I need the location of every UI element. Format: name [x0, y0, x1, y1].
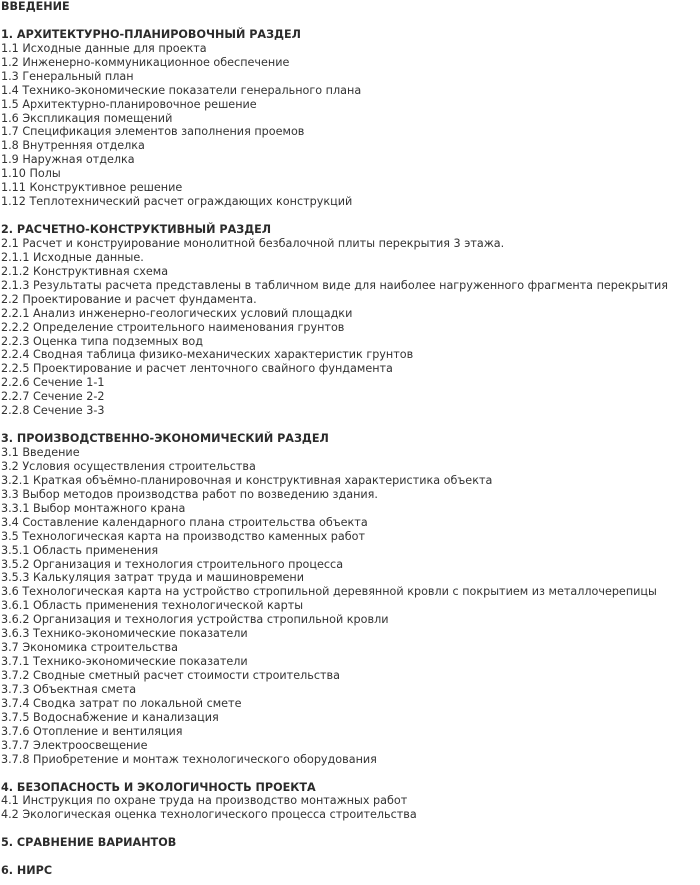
toc-item: 3.6 Технологическая карта на устройство стропильной деревянной кровли с покрытием из металлочерепицы [1, 585, 657, 599]
toc-item: 1.5 Архитектурно-планировочное решение [1, 97, 257, 111]
section-spacer [1, 418, 700, 432]
toc-section-heading: 3. ПРОИЗВОДСТВЕННО-ЭКОНОМИЧЕСКИЙ РАЗДЕЛ [1, 432, 329, 446]
toc-item: 3.2.1 Краткая объёмно-планировочная и конструктивная характеристика объекта [1, 473, 493, 487]
section-spacer [1, 209, 700, 223]
toc-item: 3.3 Выбор методов производства работ по возведению здания. [1, 487, 378, 501]
toc-item: 4.2 Экологическая оценка технологического процесса строительства [1, 808, 417, 822]
toc-item: 2.2.2 Определение строительного наименования грунтов [1, 320, 345, 334]
toc-item: 3.2 Условия осуществления строительства [1, 459, 256, 473]
section-spacer [1, 822, 700, 836]
toc-item: 1.11 Конструктивное решение [1, 181, 183, 195]
toc-section-heading: 1. АРХИТЕКТУРНО-ПЛАНИРОВОЧНЫЙ РАЗДЕЛ [1, 27, 301, 41]
toc-item: 1.4 Технико-экономические показатели генерального плана [1, 83, 362, 97]
toc-item: 2.2.3 Оценка типа подземных вод [1, 334, 203, 348]
toc-item: 3.1 Введение [1, 446, 80, 459]
toc-item: 3.7.3 Объектная смета [1, 682, 137, 696]
toc-item: 2.1 Расчет и конструирование монолитной безбалочной плиты перекрытия 3 этажа. [1, 236, 505, 250]
toc-item: 1.2 Инженерно-коммуникационное обеспечение [1, 55, 290, 69]
section-spacer [1, 850, 700, 864]
toc-item: 1.3 Генеральный план [1, 69, 134, 83]
toc-item: 1.6 Экспликация помещений [1, 111, 173, 125]
toc-item: 2.1.2 Конструктивная схема [1, 264, 169, 278]
toc-section-heading: ВВЕДЕНИЕ [1, 0, 70, 13]
toc-item: 3.7.1 Технико-экономические показатели [1, 655, 248, 669]
toc-item: 2.2.6 Сечение 1-1 [1, 376, 105, 390]
toc-item: 3.7.8 Приобретение и монтаж технологического оборудования [1, 752, 377, 766]
toc-item: 3.7.4 Сводка затрат по локальной смете [1, 696, 242, 710]
toc-item: 2.2.7 Сечение 2-2 [1, 390, 105, 404]
toc-item: 3.6.1 Область применения технологической карты [1, 599, 304, 613]
toc-item: 1.12 Теплотехнический расчет ограждающих конструкций [1, 195, 353, 209]
toc-section-heading: 2. РАСЧЕТНО-КОНСТРУКТИВНЫЙ РАЗДЕЛ [1, 223, 272, 236]
toc-item: 2.1.3 Результаты расчета представлены в табличном виде для наиболее нагруженного фрагмента перекрытия [1, 278, 668, 292]
toc-section-heading: 6. НИРС [1, 864, 53, 878]
toc-item: 3.6.3 Технико-экономические показатели [1, 627, 248, 641]
toc-item: 3.3.1 Выбор монтажного крана [1, 501, 186, 515]
toc-item: 3.7.5 Водоснабжение и канализация [1, 710, 219, 724]
toc-item: 2.1.1 Исходные данные. [1, 250, 144, 264]
toc-section-heading: 5. СРАВНЕНИЕ ВАРИАНТОВ [1, 836, 177, 850]
toc-item: 2.2.8 Сечение 3-3 [1, 404, 105, 418]
section-spacer [1, 767, 700, 781]
toc-item: 2.2.4 Сводная таблица физико-механических характеристик грунтов [1, 348, 414, 362]
toc-item: 4.1 Инструкция по охране труда на производство монтажных работ [1, 794, 408, 808]
toc-item: 3.7.7 Электроосвещение [1, 738, 148, 752]
toc-item: 1.1 Исходные данные для проекта [1, 41, 207, 55]
toc-item: 3.5.3 Калькуляция затрат труда и машиновремени [1, 571, 305, 585]
toc-item: 3.7.2 Сводные сметный расчет стоимости строительства [1, 669, 340, 682]
toc-item: 2.2.1 Анализ инженерно-геологических условий площадки [1, 306, 353, 320]
toc-item: 3.5.1 Область применения [1, 543, 159, 557]
toc-item: 2.2 Проектирование и расчет фундамента. [1, 292, 257, 306]
toc-section-heading: 4. БЕЗОПАСНОСТЬ И ЭКОЛОГИЧНОСТЬ ПРОЕКТА [1, 780, 316, 794]
section-spacer [1, 14, 700, 28]
toc-item: 3.4 Составление календарного плана строительства объекта [1, 515, 368, 529]
toc-item: 1.9 Наружная отделка [1, 153, 135, 167]
toc-item: 3.7 Экономика строительства [1, 641, 178, 655]
toc-item: 3.5.2 Организация и технология строительного процесса [1, 557, 344, 571]
toc-item: 3.7.6 Отопление и вентиляция [1, 724, 183, 738]
toc-item: 3.6.2 Организация и технология устройства стропильной кровли [1, 613, 389, 627]
toc-item: 2.2.5 Проектирование и расчет ленточного свайного фундамента [1, 362, 393, 376]
toc-item: 1.10 Полы [1, 167, 61, 181]
toc-item: 1.7 Спецификация элементов заполнения проемов [1, 125, 305, 139]
toc-item: 1.8 Внутренняя отделка [1, 139, 145, 153]
toc-item: 3.5 Технологическая карта на производство каменных работ [1, 529, 366, 543]
